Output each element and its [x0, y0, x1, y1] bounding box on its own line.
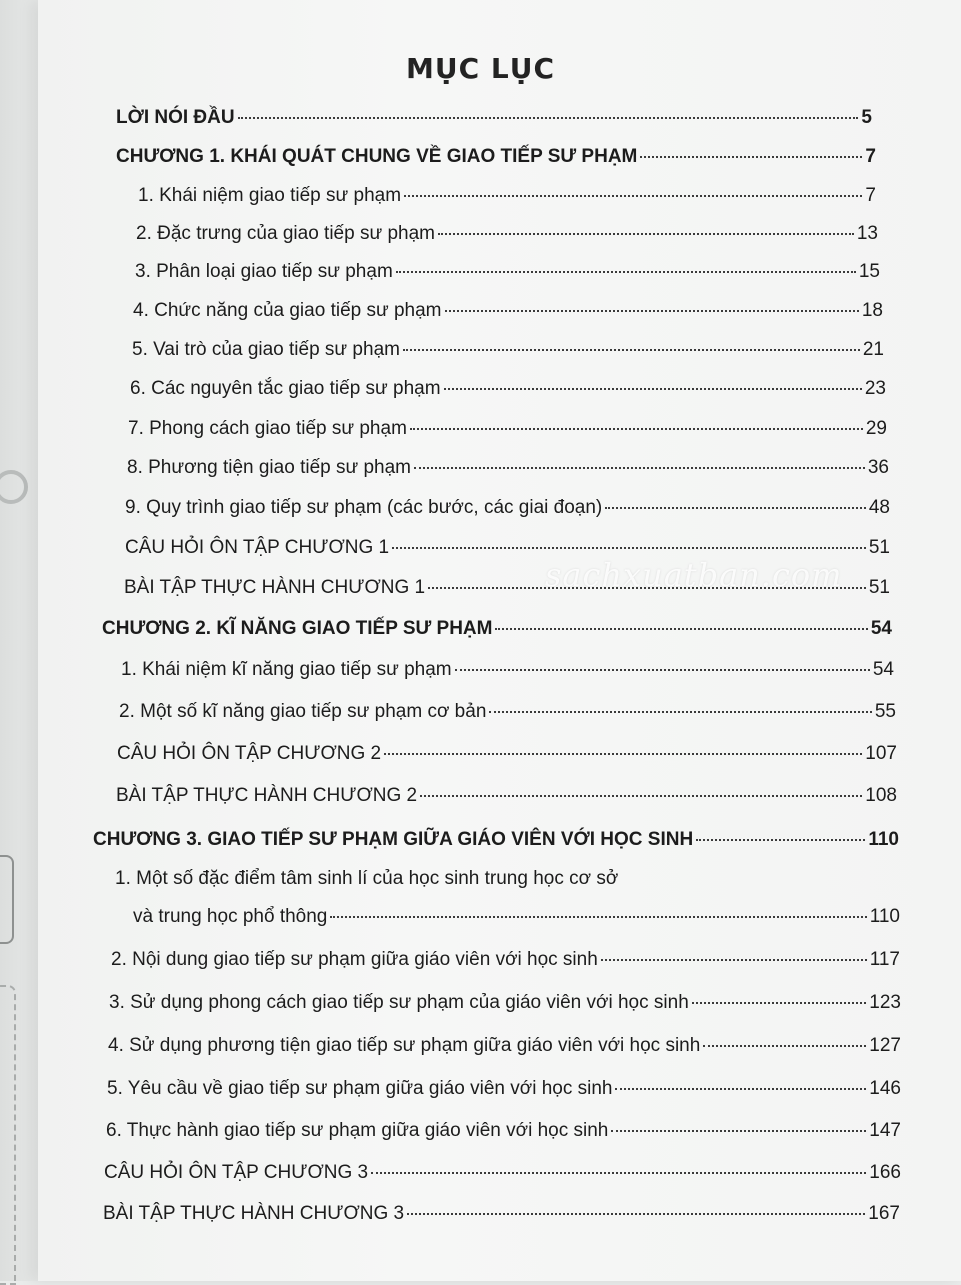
toc-entry-chapter-3: [93, 829, 899, 851]
toc-entry: [106, 1120, 901, 1142]
leader-dots: [489, 710, 871, 713]
toc-entry-text: 3. Sử dụng phong cách giao tiếp sư phạm của giáo viên với học sinh: [109, 992, 689, 1013]
toc-entry-page: 15: [858, 261, 880, 282]
toc-entry: [127, 457, 889, 479]
leader-dots: [444, 387, 862, 390]
toc-entry: [103, 1203, 900, 1225]
toc-entry-text: 5. Yêu cầu về giao tiếp sư phạm giữa giáo viên với học sinh: [107, 1078, 613, 1099]
toc-entry: [108, 1035, 901, 1057]
leader-dots: [495, 627, 867, 630]
toc-entry-chapter-1: [116, 146, 876, 168]
leader-dots: [396, 270, 856, 273]
toc-entry-text: CHƯƠNG 2. KĨ NĂNG GIAO TIẾP SƯ PHẠM: [102, 618, 493, 639]
toc-entry-page: 110: [869, 906, 900, 927]
leader-dots: [410, 427, 863, 430]
toc-entry-page: 18: [861, 300, 883, 321]
toc-entry-text: CÂU HỎI ÔN TẬP CHƯƠNG 2: [117, 743, 382, 764]
toc-entry-page: 108: [865, 785, 897, 806]
toc-entry-page: 51: [868, 537, 890, 558]
toc-entry-page: 51: [868, 577, 890, 598]
toc-entry-text: 9. Quy trình giao tiếp sư phạm (các bước, các giai đoạn): [125, 497, 603, 518]
toc-entry-page: 167: [868, 1203, 900, 1224]
leader-dots: [455, 668, 870, 671]
toc-entry-chapter-2: [102, 618, 892, 640]
toc-entry: [109, 992, 901, 1014]
leader-dots: [407, 1212, 865, 1215]
leader-dots: [692, 1001, 867, 1004]
leader-dots: [238, 116, 859, 119]
toc-entry: [119, 701, 896, 723]
leader-dots: [330, 915, 866, 918]
edge-dashed-mark: [0, 985, 16, 1285]
toc-entry-text: BÀI TẬP THỰC HÀNH CHƯƠNG 3: [103, 1203, 405, 1224]
toc-entry-text-line-2: và trung học phổ thông: [133, 906, 328, 927]
toc-entry: [107, 1078, 901, 1100]
toc-entry-text: BÀI TẬP THỰC HÀNH CHƯƠNG 1: [124, 577, 426, 598]
toc-entry-text: BÀI TẬP THỰC HÀNH CHƯƠNG 2: [116, 785, 418, 806]
page-title: MỤC LỤC: [405, 52, 556, 85]
toc-entry-text: 6. Thực hành giao tiếp sư phạm giữa giáo viên với học sinh: [106, 1120, 609, 1141]
edge-bracket-mark: [0, 855, 14, 944]
watermark: sachxuatban.com: [545, 556, 843, 594]
toc-entry-page: 127: [869, 1035, 901, 1056]
toc-entry-text: LỜI NÓI ĐẦU: [116, 107, 235, 128]
toc-entry-page: 13: [856, 223, 878, 244]
leader-dots: [601, 958, 867, 961]
toc-entry: [132, 339, 884, 361]
toc-entry-text: 7. Phong cách giao tiếp sư phạm: [128, 418, 407, 439]
leader-dots: [605, 506, 866, 509]
toc-entry-page: 7: [865, 146, 876, 167]
leader-dots: [384, 752, 862, 755]
toc-entry-page: 110: [868, 829, 899, 850]
leader-dots: [445, 309, 859, 312]
toc-entry-page: 7: [865, 185, 876, 206]
toc-entry: [136, 223, 878, 245]
toc-entry: [130, 378, 886, 400]
leader-dots: [404, 194, 862, 197]
toc-entry-page: 36: [867, 457, 889, 478]
toc-entry: [125, 497, 890, 519]
toc-entry-preface: [116, 107, 872, 129]
toc-entry-text: 2. Đặc trưng của giao tiếp sư phạm: [136, 223, 435, 244]
toc-entry: [135, 261, 880, 283]
toc-entry-text: 4. Sử dụng phương tiện giao tiếp sư phạm giữa giáo viên với học sinh: [108, 1035, 701, 1056]
toc-entry-page: 29: [865, 418, 887, 439]
leader-dots: [392, 546, 866, 549]
leader-dots: [696, 838, 865, 841]
toc-entry-text: CÂU HỎI ÔN TẬP CHƯƠNG 3: [104, 1162, 369, 1183]
edge-ring-mark: [0, 470, 28, 504]
toc-entry-page: 117: [869, 949, 900, 970]
toc-entry-page: 123: [869, 992, 901, 1013]
toc-entry-text: 3. Phân loại giao tiếp sư phạm: [135, 261, 393, 282]
toc-entry-page: 147: [869, 1120, 901, 1141]
leader-dots: [371, 1171, 866, 1174]
toc-entry-text: 6. Các nguyên tắc giao tiếp sư phạm: [130, 378, 441, 399]
leader-dots: [615, 1087, 866, 1090]
toc-entry: [121, 659, 894, 681]
toc-entry: [104, 1162, 901, 1184]
toc-entry: [117, 743, 897, 765]
leader-dots: [414, 466, 865, 469]
leader-dots: [611, 1129, 866, 1132]
toc-entry-text: 4. Chức năng của giao tiếp sư phạm: [133, 300, 442, 321]
toc-entry-text-line-1: 1. Một số đặc điểm tâm sinh lí của học sinh trung học cơ sở: [115, 868, 619, 889]
toc-entry-page: 23: [864, 378, 886, 399]
toc-entry: [138, 185, 876, 207]
toc-entry-page: 21: [862, 339, 884, 360]
toc-entry-page: 55: [874, 701, 896, 722]
toc-entry-page: 48: [868, 497, 890, 518]
toc-entry-text: 5. Vai trò của giao tiếp sư phạm: [132, 339, 400, 360]
toc-entry-page: 5: [861, 107, 872, 128]
toc-entry-page: 146: [869, 1078, 901, 1099]
toc-entry-page: 54: [872, 659, 894, 680]
toc-entry-text: 2. Một số kĩ năng giao tiếp sư phạm cơ bản: [119, 701, 487, 722]
toc-entry-text: 2. Nội dung giao tiếp sư phạm giữa giáo viên với học sinh: [111, 949, 598, 970]
toc-entry-page: 166: [869, 1162, 901, 1183]
leader-dots: [640, 155, 862, 158]
leader-dots: [438, 232, 854, 235]
toc-entry: [116, 785, 897, 807]
toc-entry-text: CHƯƠNG 3. GIAO TIẾP SƯ PHẠM GIỮA GIÁO VIÊN VỚI HỌC SINH: [93, 829, 694, 850]
toc-entry: [133, 906, 900, 928]
toc-entry: [128, 418, 887, 440]
left-page-edge: [0, 0, 38, 1281]
leader-dots: [703, 1044, 866, 1047]
toc-entry-text: 1. Khái niệm kĩ năng giao tiếp sư phạm: [121, 659, 452, 680]
toc-entry-text: CHƯƠNG 1. KHÁI QUÁT CHUNG VỀ GIAO TIẾP SƯ PHẠM: [116, 146, 638, 167]
leader-dots: [403, 348, 860, 351]
leader-dots: [420, 794, 862, 797]
toc-entry-text: CÂU HỎI ÔN TẬP CHƯƠNG 1: [125, 537, 390, 558]
toc-entry: [133, 300, 883, 322]
toc-entry-text: 1. Khái niệm giao tiếp sư phạm: [138, 185, 402, 206]
toc-entry-page: 54: [870, 618, 892, 639]
toc-entry-page: 107: [865, 743, 897, 764]
toc-entry-text: 8. Phương tiện giao tiếp sư phạm: [127, 457, 412, 478]
toc-entry: [111, 949, 900, 971]
